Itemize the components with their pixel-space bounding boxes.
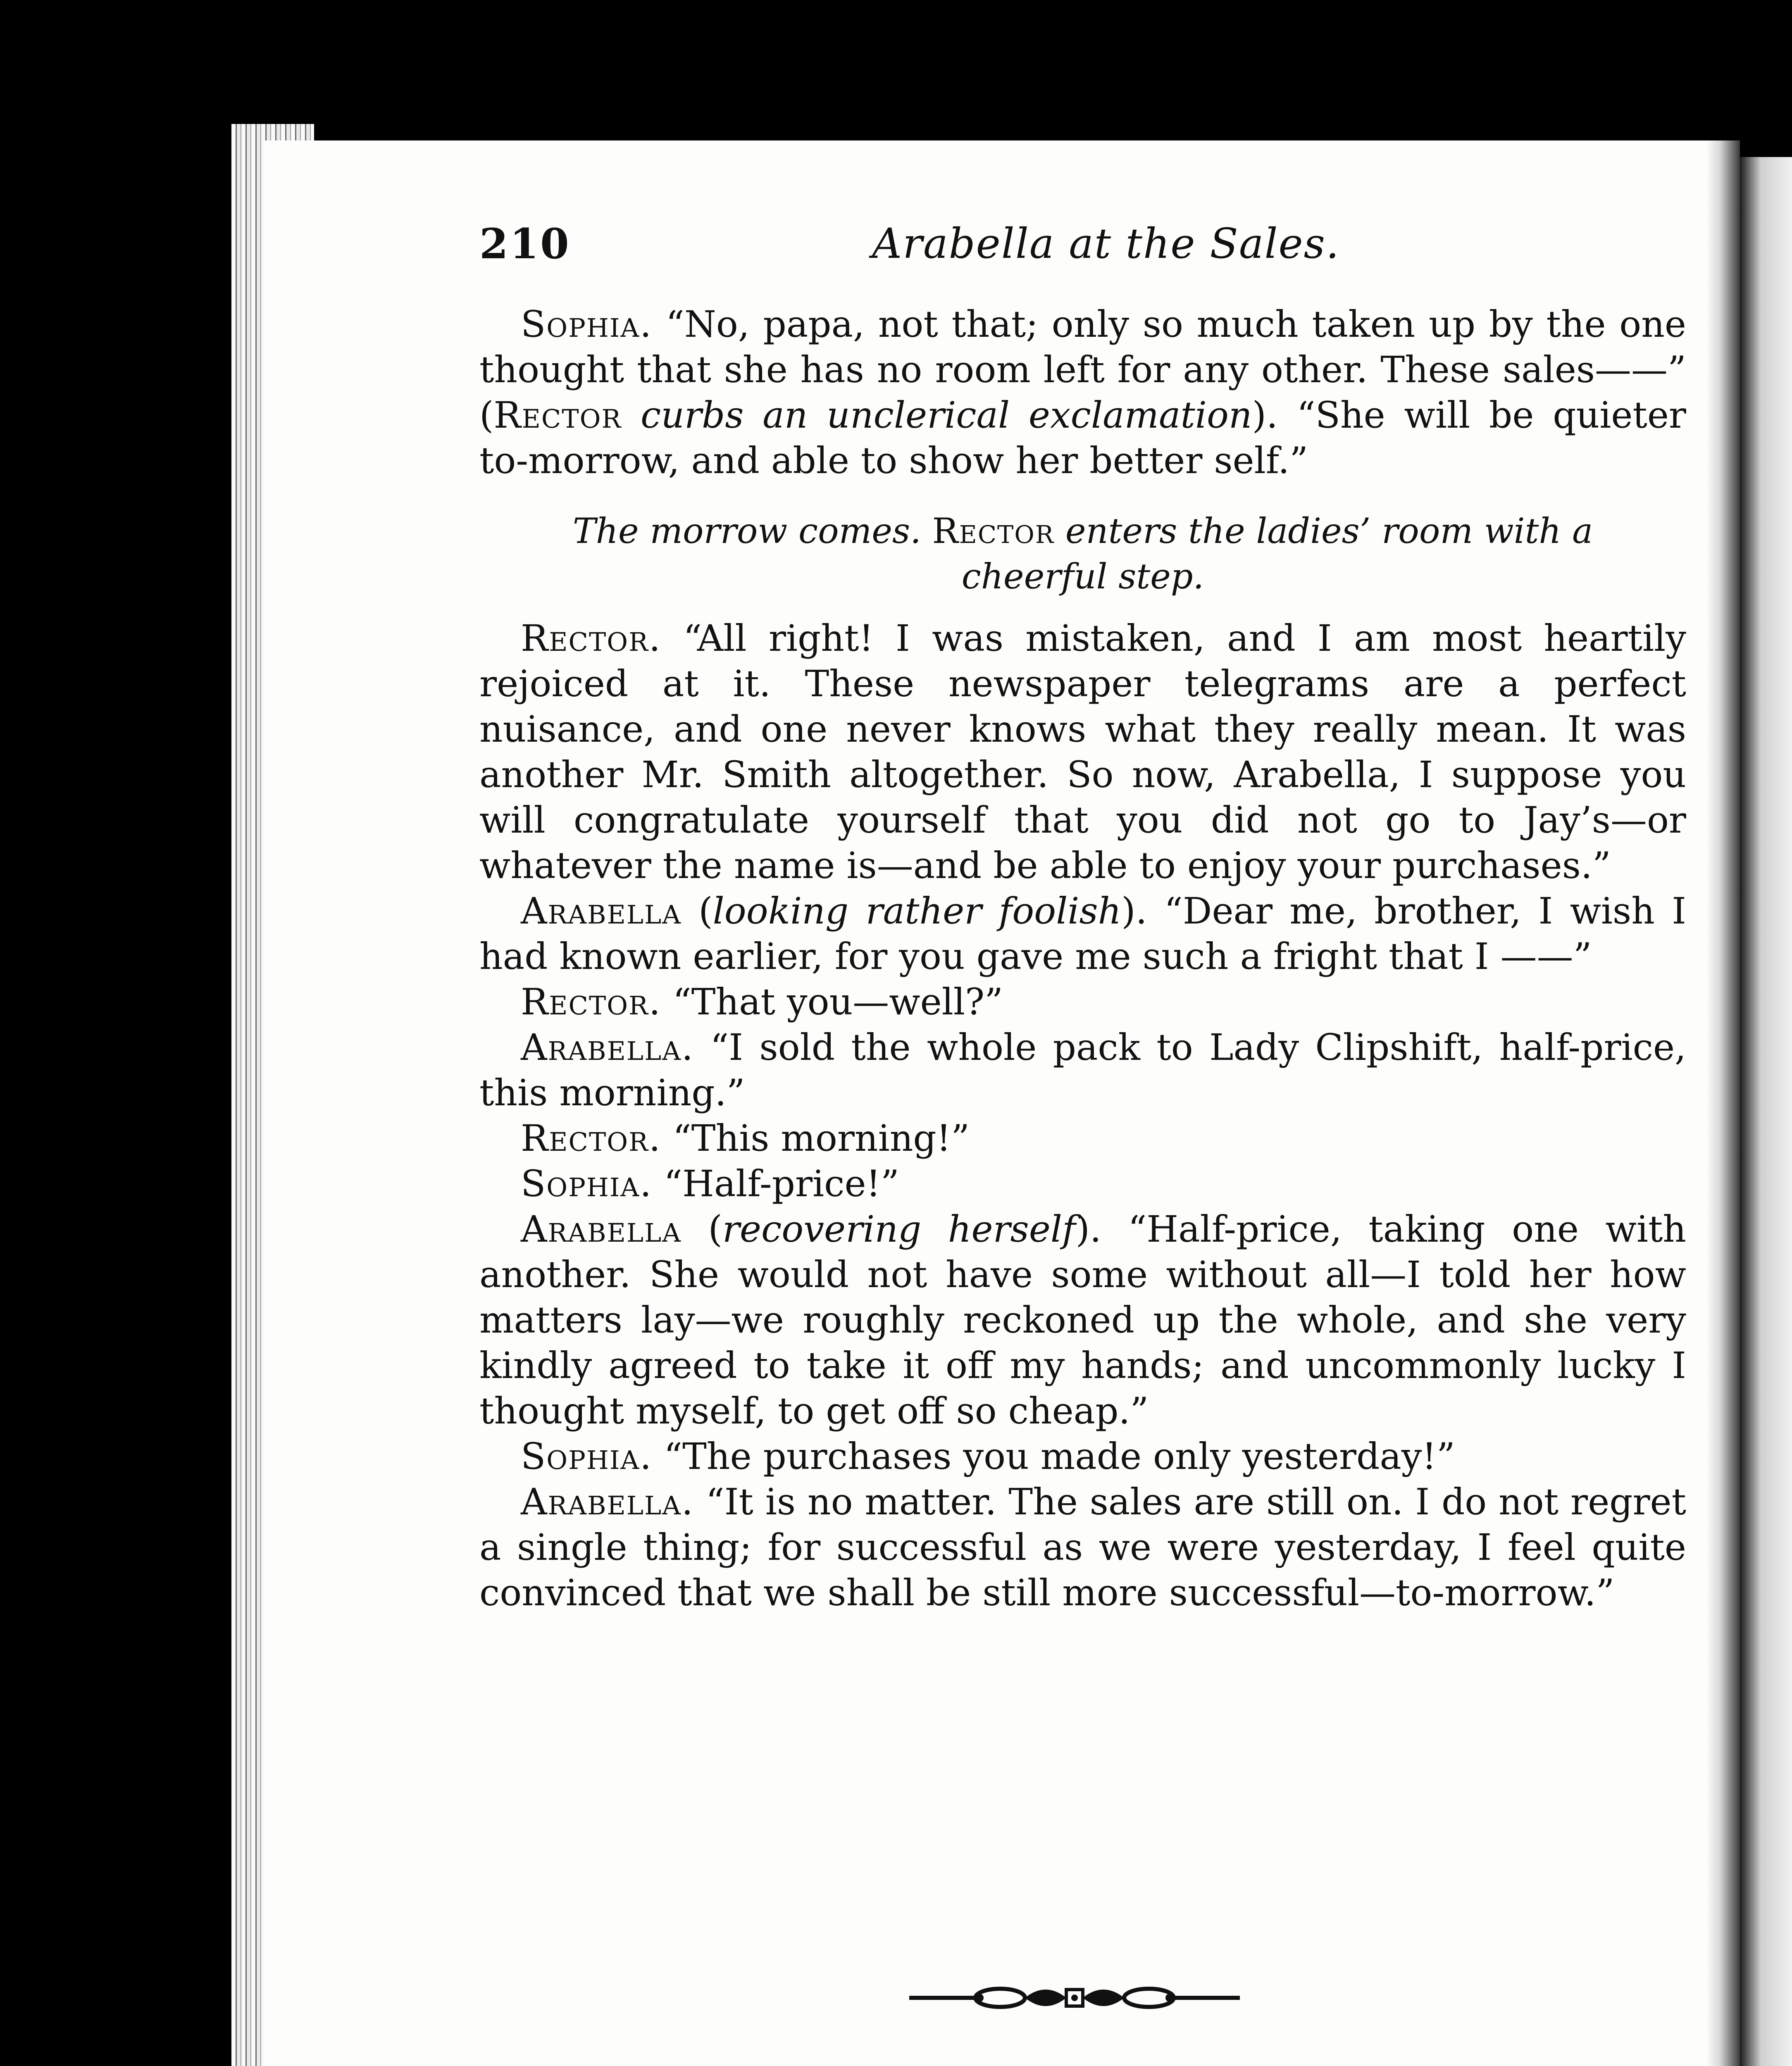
- stage-direction-block: [479, 508, 1686, 599]
- speaker: Rector.: [521, 1117, 661, 1159]
- dialogue: “I sold the whole pack to Lady Clipshift, half-price, this morning.”: [479, 1026, 1686, 1114]
- next-page-edge: [1740, 157, 1792, 2066]
- dialogue: “No, papa, not that; only so much taken up by the one thought that she has no room left for any other. These sales——” (: [479, 303, 1686, 436]
- speaker: Rector.: [521, 617, 661, 659]
- body-text: [479, 302, 1686, 1616]
- speaker: Rector.: [521, 981, 661, 1023]
- dialogue: “Dear me, brother, I wish I had known earlier, for you gave me such a fright that I ——”: [479, 890, 1686, 978]
- tailpiece-ornament-icon: [909, 1975, 1240, 2021]
- speaker: Sophia.: [521, 1435, 653, 1478]
- stage-direction: The morrow comes.: [572, 511, 921, 551]
- dialogue: “It is no matter. The sales are still on. I do not regret a single thing; for successful as we were yesterday, I feel quite convinced that we shall be still more successful—to-morrow.”: [479, 1480, 1686, 1614]
- paragraph-6: [479, 1116, 1686, 1161]
- paragraph-1: [479, 302, 1686, 483]
- stage-direction: recovering herself: [722, 1208, 1076, 1250]
- stage-direction: curbs an unclerical exclamation: [622, 394, 1252, 436]
- paragraph-10: [479, 1479, 1686, 1616]
- book-gutter: [1707, 140, 1740, 2066]
- speaker: Sophia.: [521, 303, 653, 345]
- speaker: Arabella: [521, 890, 682, 932]
- dialogue: “All right! I was mistaken, and I am most heartily rejoiced at it. These newspaper telegrams are a perfect nuisance, and one never knows what they really mean. It was another Mr. Smith altogether. So now, Arabella, I suppose you will congratulate yourself that you did not go to Jay’s—or whatever the name is—and be able to enjoy your purchases.”: [479, 617, 1686, 887]
- dialogue: “Half-price, taking one with another. She would not have some without all—I told her how matters lay—we roughly reckoned up the whole, and she very kindly agreed to take it off my hands; and uncommonly lucky I thought myself, to get off so cheap.”: [479, 1208, 1686, 1432]
- stage-direction: enters the ladies’ room with a cheerful step.: [961, 511, 1593, 597]
- dialogue: “Half-price!”: [652, 1162, 899, 1205]
- speaker: Rector: [932, 511, 1055, 551]
- speaker: Arabella.: [521, 1026, 694, 1069]
- running-title: Arabella at the Sales.: [872, 219, 1340, 268]
- speaker: Arabella: [521, 1208, 682, 1250]
- paragraph-5: [479, 1025, 1686, 1116]
- speaker: Arabella.: [521, 1480, 694, 1523]
- paragraph-8: Arabella (recovering herself). “Half-price, taking one with another. She would not have some without all—I told her how matters lay—we roughly reckoned up the whole, and she very kindly agreed to take it off my hands; and uncommonly lucky I thought myself, to get off so cheap.”: [479, 1208, 1686, 1432]
- paragraph-4: [479, 979, 1686, 1025]
- dialogue: “The purchases you made only yesterday!”: [652, 1435, 1455, 1478]
- speaker: Sophia.: [521, 1162, 653, 1205]
- paragraph-9: [479, 1434, 1686, 1479]
- paragraph-2: [479, 616, 1686, 888]
- paragraph-7: [479, 1161, 1686, 1207]
- dialogue: “That you—well?”: [661, 981, 1003, 1023]
- dialogue: ). “She will be quieter to-morrow, and able to show her better self.”: [479, 394, 1686, 482]
- stage-direction: looking rather foolish: [713, 890, 1122, 932]
- dialogue: “This morning!”: [661, 1117, 970, 1159]
- speaker: Rector: [493, 394, 622, 436]
- page-number: 210: [479, 219, 571, 268]
- running-head: [479, 215, 1686, 273]
- paragraph-3: Arabella (looking rather foolish). “Dear me, brother, I wish I had known earlier, for you gave me such a fright that I ——”: [479, 890, 1686, 978]
